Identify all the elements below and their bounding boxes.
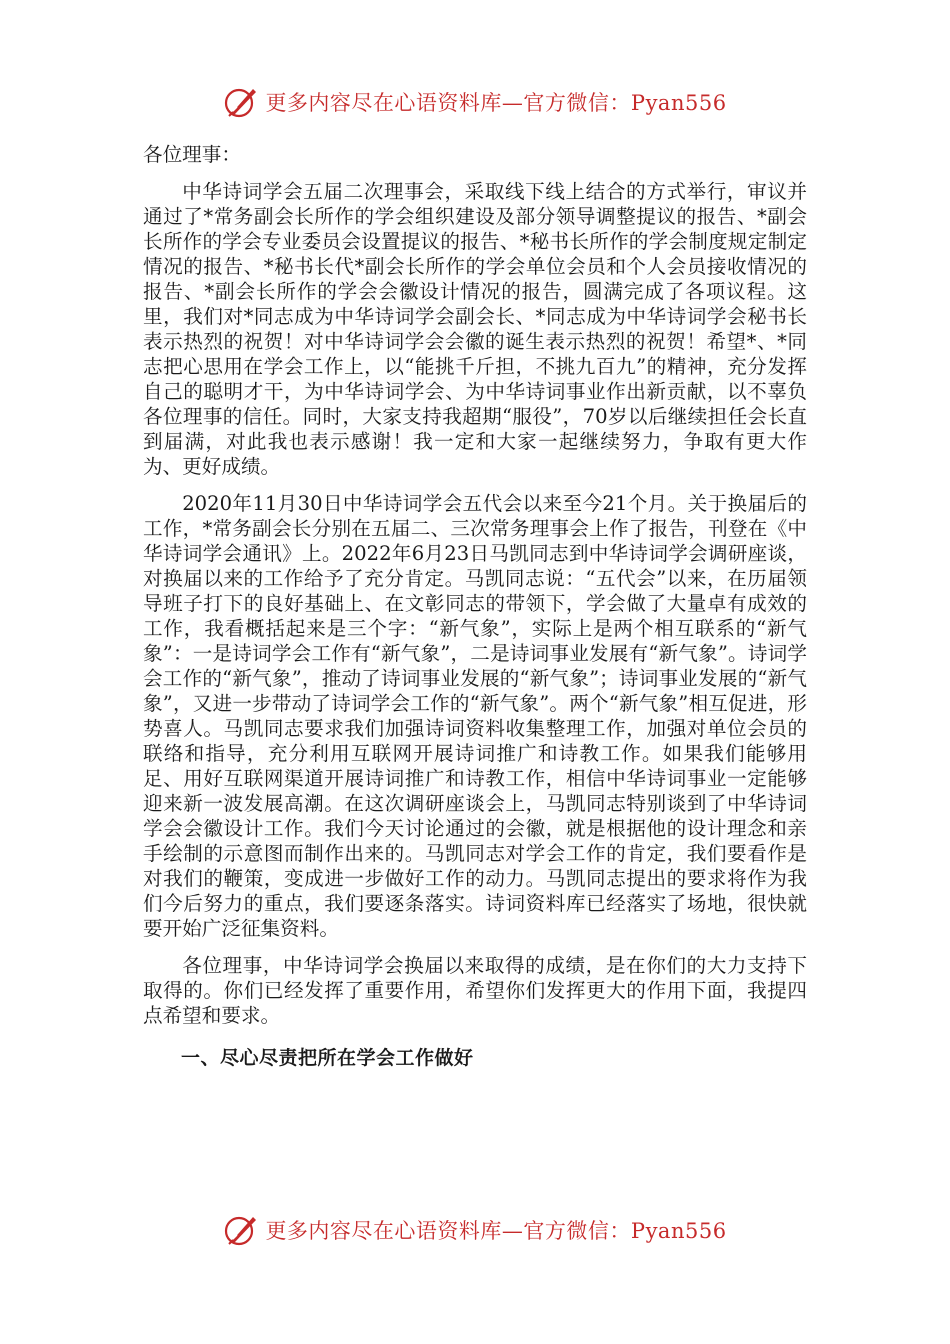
quill-pen-logo-icon <box>223 1212 259 1248</box>
footer-banner <box>0 1208 950 1252</box>
quill-pen-logo-icon <box>223 84 259 120</box>
header-banner <box>0 80 950 124</box>
section-heading: 一、尽心尽责把所在学会工作做好 <box>181 1047 474 1069</box>
paragraph-1: 中华诗词学会五届二次理事会，采取线下线上结合的方式举行，审议并通过了*常务副会长所作的学会组织建设及部分领导调整提议的报告、*副会长所作的学会专业委员会设置提议的报告、*秘书长所作的学会制度规定制定情况的报告、*秘书长代*副会长所作的学会单位会员和个人会员接收情况的报告、*副会长所作的学会会徽设计情况的报告，圆满完成了各项议程。这里，我们对*同志成为中华诗词学会副会长、*同志成为中华诗词学会秘书长表示热烈的祝贺！对中华诗词学会会徽的诞生表示热烈的祝贺！希望*、*同志把心思用在学会工作上，以“能挑千斤担，不挑九百九”的精神，充分发挥自己的聪明才干，为中华诗词学会、为中华诗词事业作出新贡献，以不辜负各位理事的信任。同时，大家支持我超期“服役”，70岁以后继续担任会长直到届满，对此我也表示感谢！我一定和大家一起继续努力，争取有更大作为、更好成绩。 <box>143 180 807 478</box>
salutation: 各位理事： <box>143 143 241 166</box>
document-body <box>143 142 807 1071</box>
footer-banner-text: 更多内容尽在心语资料库—官方微信：Pyan556 <box>265 1219 727 1243</box>
paragraph-3: 各位理事，中华诗词学会换届以来取得的成绩，是在你们的大力支持下取得的。你们已经发挥了重要作用，希望你们发挥更大的作用下面，我提四点希望和要求。 <box>143 954 807 1027</box>
paragraph-2: 2020年11月30日中华诗词学会五代会以来至今21个月。关于换届后的工作，*常务副会长分别在五届二、三次常务理事会上作了报告，刊登在《中华诗词学会通讯》上。2022年6月23日马凯同志到中华诗词学会调研座谈，对换届以来的工作给予了充分肯定。马凯同志说：“五代会”以来，在历届领导班子打下的良好基础上、在文彰同志的带领下，学会做了大量卓有成效的工作，我看概括起来是三个字：“新气象”，实际上是两个相互联系的“新气象”：一是诗词学会工作有“新气象”，二是诗词事业发展有“新气象”。诗词学会工作的“新气象”，推动了诗词事业发展的“新气象”；诗词事业发展的“新气象”，又进一步带动了诗词学会工作的“新气象”。两个“新气象”相互促进，形势喜人。马凯同志要求我们加强诗词资料收集整理工作，加强对单位会员的联络和指导，充分利用互联网开展诗词推广和诗教工作。如果我们能够用足、用好互联网渠道开展诗词推广和诗教工作，相信中华诗词事业一定能够迎来新一波发展高潮。在这次调研座谈会上，马凯同志特别谈到了中华诗词学会会徽设计工作。我们今天讨论通过的会徽，就是根据他的设计理念和亲手绘制的示意图而制作出来的。马凯同志对学会工作的肯定，我们要看作是对我们的鞭策，变成进一步做好工作的动力。马凯同志提出的要求将作为我们今后努力的重点，我们要逐条落实。诗词资料库已经落实了场地，很快就要开始广泛征集资料。 <box>143 492 807 940</box>
header-banner-text: 更多内容尽在心语资料库—官方微信：Pyan556 <box>265 91 727 115</box>
